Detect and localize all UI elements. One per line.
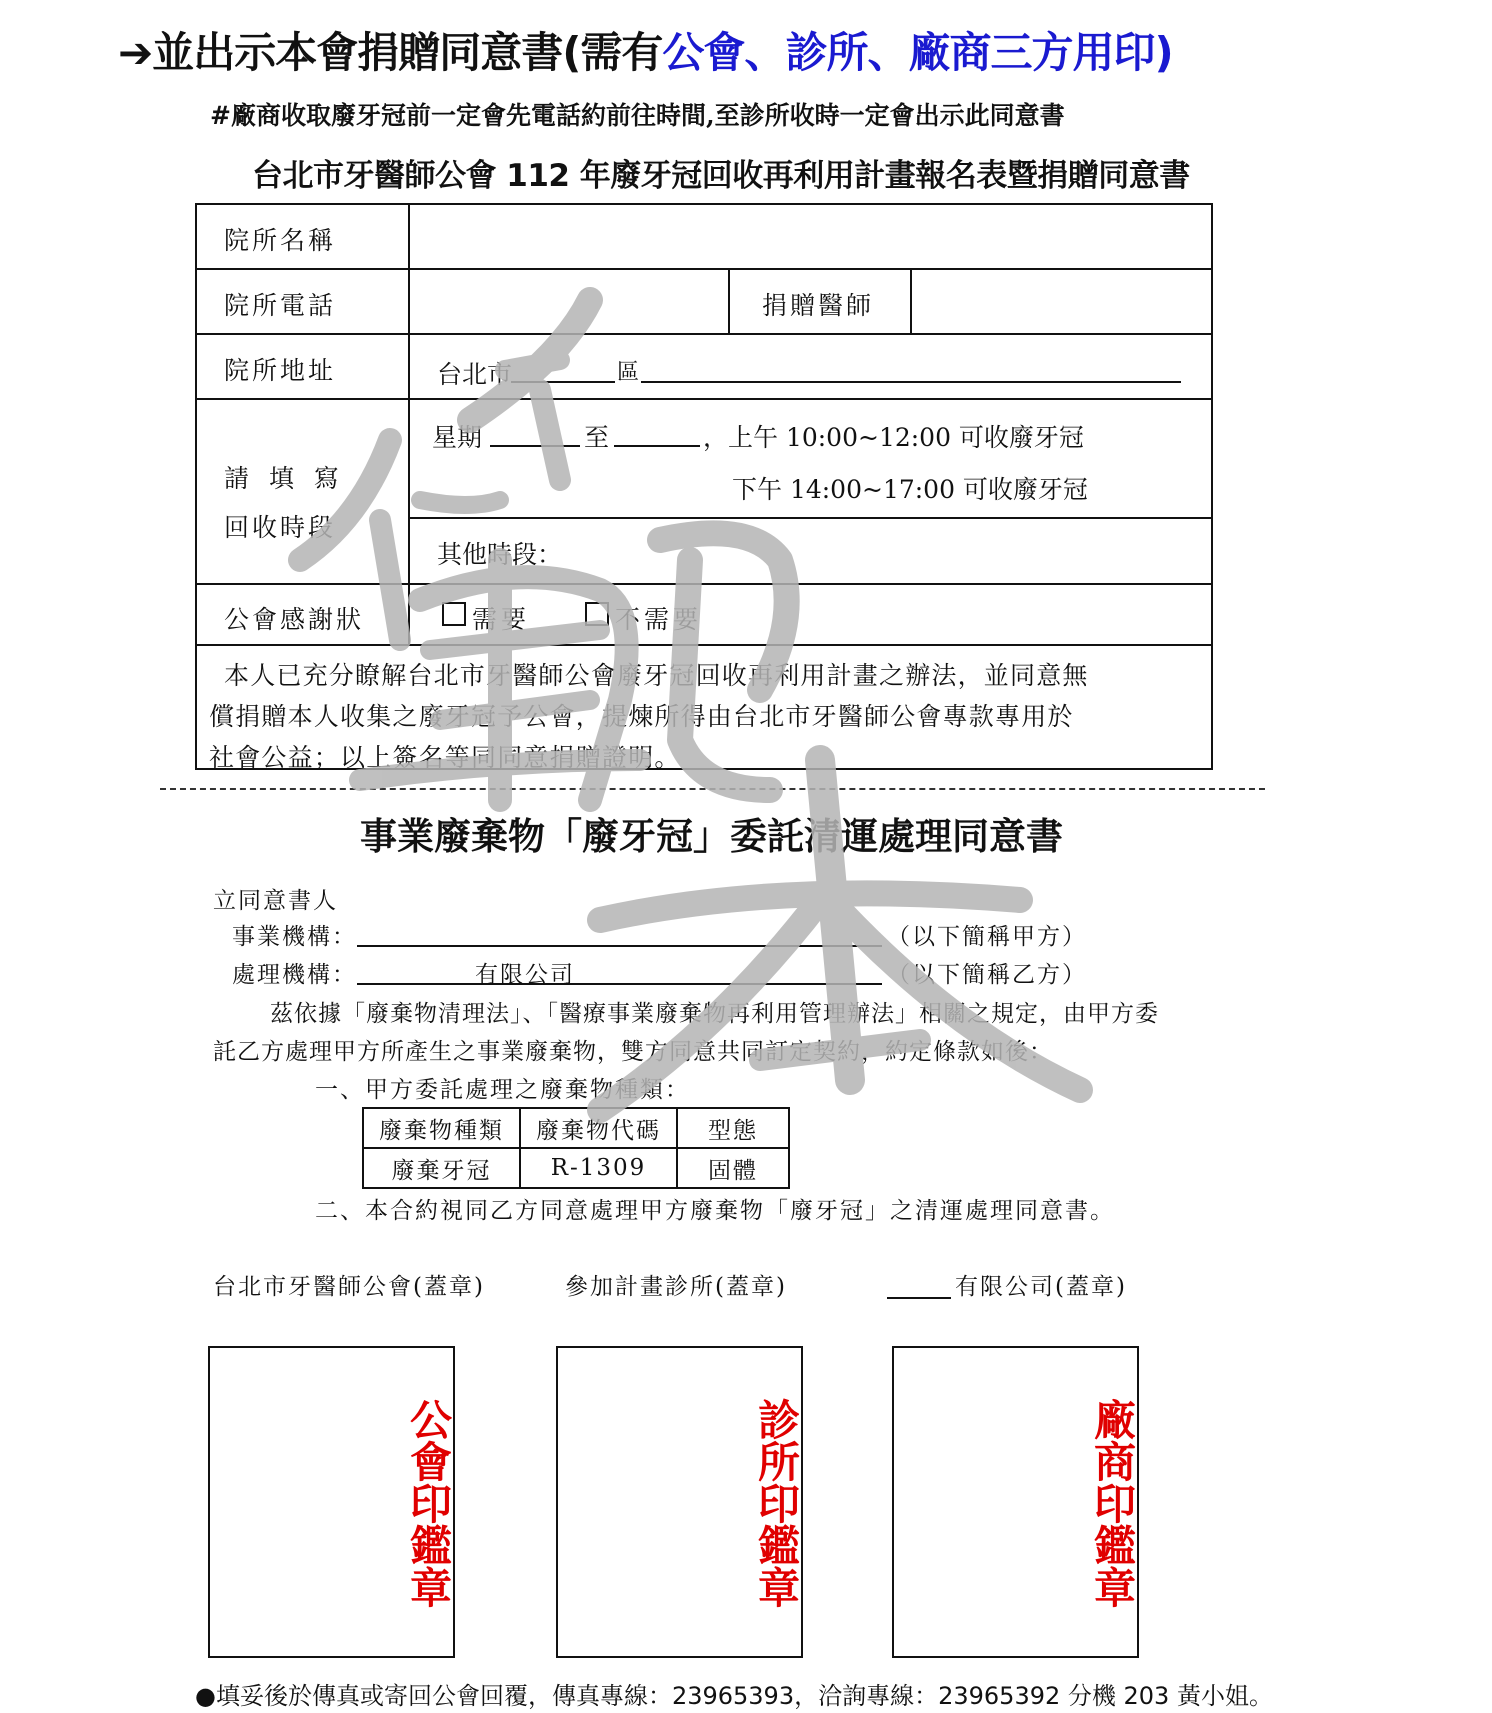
row-divider [197,398,1211,400]
district-blank[interactable] [511,381,615,383]
donor-doctor-label: 捐贈醫師 [762,291,875,320]
table-cell: 固體 [677,1148,789,1188]
no-need-checkbox[interactable] [585,602,609,626]
processing-org-note: （以下簡稱乙方） [887,962,1087,988]
party-vendor: 廠商 [908,28,991,77]
table-header-cell: 廢棄物代碼 [520,1108,677,1148]
cut-line [160,788,1265,790]
registration-form-table [195,203,1213,770]
business-org-label: 事業機構： [232,924,357,950]
thanks-certificate-label: 公會感謝狀 [224,605,365,634]
vendor-stamp-box[interactable] [892,1346,1139,1658]
pickup-label-line2: 回收時段 [224,513,337,542]
business-org-note: （以下簡稱甲方） [887,924,1087,950]
table-cell: 廢棄牙冠 [363,1148,520,1188]
address-district: 區 [617,360,640,385]
separator: 、 [867,28,909,77]
morning-slot: ，上午 10:00~12:00 可收廢牙冠 [703,423,1084,452]
pickup-notice: #廠商收取廢牙冠前一定會先電話約前往時間,至診所收時一定會出示此同意書 [210,101,1065,130]
agreement-title: 事業廢棄物「廢牙冠」委託清運處理同意書 [360,815,1063,858]
footer-note: ●填妥後於傳真或寄回公會回覆，傳真專線：23965393，洽詢專線：23965392 分機 203 黃小姐。 [195,1682,1273,1710]
union-stamp-text: 公會印鑑章 [404,1398,453,1608]
separator: 、 [744,28,786,77]
vendor-stamp-label: 有限公司(蓋章) [955,1274,1127,1300]
vendor-stamp-text: 廠商印鑑章 [1088,1398,1137,1608]
processing-org-blank[interactable] [357,983,882,985]
vendor-name-blank[interactable] [887,1297,951,1299]
table-cell: R-1309 [520,1148,677,1188]
weekday-end-blank[interactable] [614,445,700,447]
weekday-start-blank[interactable] [490,445,580,447]
instruction-heading [118,20,1173,80]
option-need: 需要 [472,605,531,634]
option-no-need: 不需要 [615,605,703,634]
table-row [363,1148,789,1188]
business-org-blank[interactable] [357,945,882,947]
consent-line-1: 本人已充分瞭解台北市牙醫師公會廢牙冠回收再利用計畫之辦法，並同意無 [224,661,1089,690]
clinic-address-label: 院所地址 [224,356,337,385]
form-title: 台北市牙醫師公會 112 年廢牙冠回收再利用計畫報名表暨捐贈同意書 [252,158,1190,194]
instruction-suffix: 三方用印) [990,28,1173,77]
union-stamp-label: 台北市牙醫師公會(蓋章) [213,1274,485,1300]
consenter-label: 立同意書人 [213,888,338,914]
row-divider [197,644,1211,646]
need-checkbox[interactable] [442,602,466,626]
clinic-stamp-box[interactable] [556,1346,803,1658]
clause-2: 二、本合約視同乙方同意處理甲方廢棄物「廢牙冠」之清運處理同意書。 [315,1198,1115,1224]
pickup-label-line1: 請 填 寫 [224,464,345,493]
afternoon-slot: 下午 14:00~17:00 可收廢牙冠 [732,475,1088,504]
arrow-icon: ➔ [118,28,153,77]
consent-line-3: 社會公益；以上簽名等同同意捐贈證明。 [209,743,681,772]
agreement-paragraph-line-1: 茲依據「廢棄物清理法」、「醫療事業廢棄物再利用管理辦法」相關之規定，由甲方委 [270,1001,1159,1027]
other-slot-label: 其他時段： [437,540,563,569]
weekday-to: 至 [584,423,610,452]
column-divider [408,205,410,644]
clinic-name-label: 院所名稱 [224,226,337,255]
waste-type-table [362,1107,790,1189]
row-divider [197,333,1211,335]
clinic-stamp-text: 診所印鑑章 [752,1398,801,1608]
column-divider [728,268,730,333]
agreement-paragraph-line-2: 託乙方處理甲方所產生之事業廢棄物，雙方同意共同訂定契約，約定條款如後： [213,1039,1053,1065]
address-blank[interactable] [641,381,1181,383]
instruction-prefix: 並出示本會捐贈同意書(需有 [152,28,663,77]
row-divider [197,583,1211,585]
address-city: 台北市 [437,360,513,389]
processing-org-label: 處理機構： [232,962,357,988]
party-union: 公會 [662,28,745,77]
processing-org-value: 有限公司 [475,962,575,988]
column-divider [910,268,912,333]
clause-1: 一、甲方委託處理之廢棄物種類： [315,1077,690,1103]
row-divider [197,268,1211,270]
table-row [363,1108,789,1148]
clinic-phone-label: 院所電話 [224,291,337,320]
row-divider [408,517,1211,519]
union-stamp-box[interactable] [208,1346,455,1658]
weekday-prefix: 星期 [432,423,483,452]
clinic-stamp-label: 參加計畫診所(蓋章) [565,1274,787,1300]
table-header-cell: 廢棄物種類 [363,1108,520,1148]
party-clinic: 診所 [785,28,868,77]
table-header-cell: 型態 [677,1108,789,1148]
consent-line-2: 償捐贈本人收集之廢牙冠予公會，提煉所得由台北市牙醫師公會專款專用於 [209,702,1074,731]
